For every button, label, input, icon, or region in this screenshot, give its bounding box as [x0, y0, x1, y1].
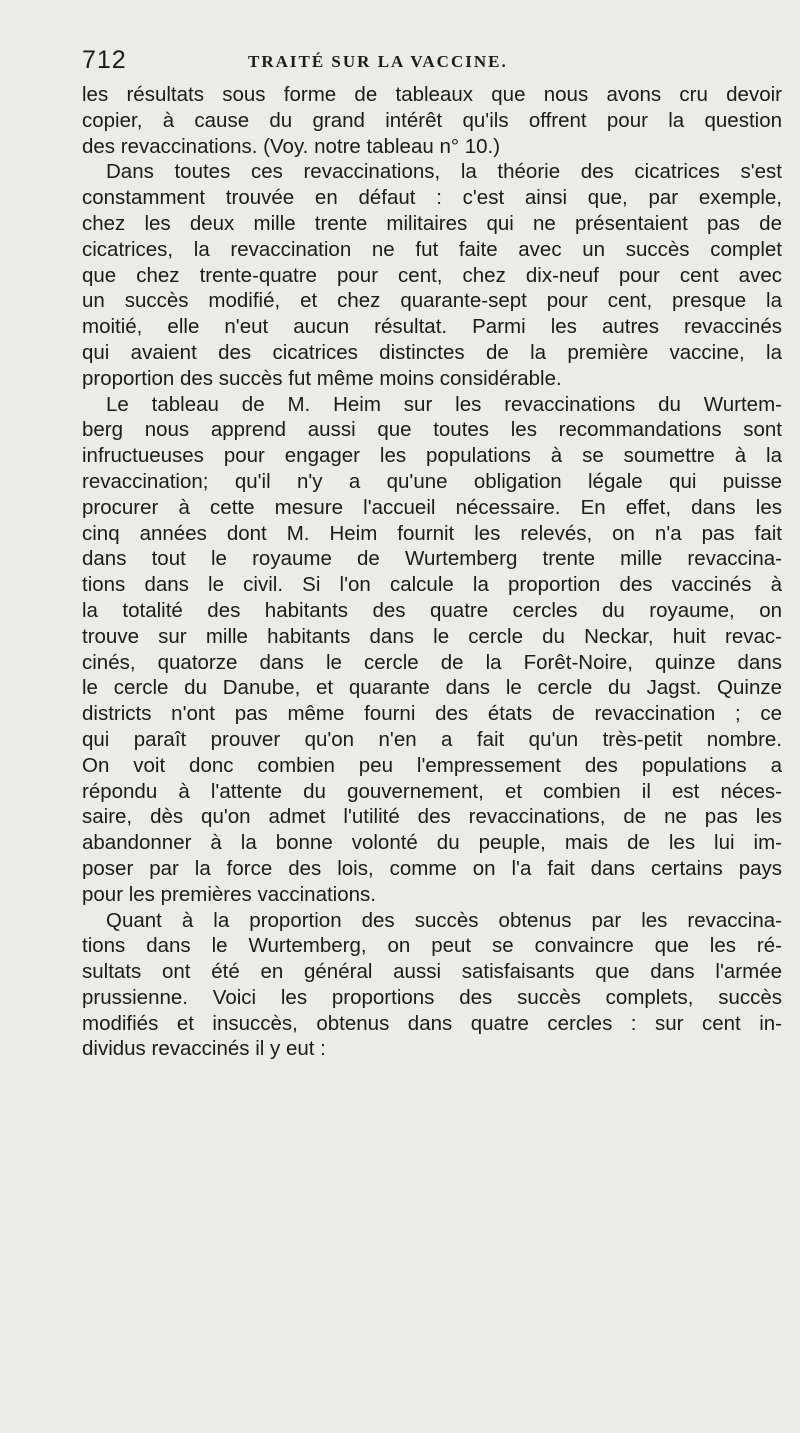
text-line: pour les premières vaccinations. [82, 882, 376, 906]
text-line: chez les deux mille trente militaires qui ne présentaient pas de [82, 211, 782, 235]
text-line: des revaccinations. (Voy. notre tableau n° 10.) [82, 134, 501, 158]
text-line: les résultats sous forme de tableaux que nous avons cru devoir [82, 83, 782, 106]
text-line: abandonner à la bonne volonté du peuple, mais de les lui im- [82, 831, 782, 855]
text-line: constamment trouvée en défaut : c'est ainsi que, par exemple, [82, 186, 782, 210]
text-line: cinés, quatorze dans le cercle de la Forêt-Noire, quinze dans [82, 650, 782, 674]
text-line: moitié, elle n'eut aucun résultat. Parmi les autres revaccinés [82, 315, 782, 339]
text-line: Le tableau de M. Heim sur les revaccinations du Wurtem- [106, 392, 782, 416]
text-line: cicatrices, la revaccination ne fut faite avec un succès complet [82, 237, 782, 261]
page-header [82, 46, 762, 76]
text-line: cinq années dont M. Heim fournit les relevés, on n'a pas fait [82, 521, 782, 545]
text-line: modifiés et insuccès, obtenus dans quatre cercles : sur cent in- [82, 1011, 782, 1035]
text-line: qui avaient des cicatrices distinctes de la première vaccine, la [82, 340, 782, 364]
text-line: sultats ont été en général aussi satisfaisants que dans l'armée [82, 960, 782, 984]
text-line: tions dans le Wurtemberg, on peut se convaincre que les ré- [82, 934, 782, 958]
text-line: tions dans le civil. Si l'on calcule la proportion des vaccinés à [82, 573, 782, 597]
text-line: qui paraît prouver qu'on n'en a fait qu'un très-petit nombre. [82, 727, 782, 751]
text-line: districts n'ont pas même fourni des états de revaccination ; ce [82, 702, 782, 726]
text-line: que chez trente-quatre pour cent, chez dix-neuf pour cent avec [82, 263, 782, 287]
text-line: Dans toutes ces revaccinations, la théorie des cicatrices s'est [106, 160, 782, 184]
text-line: dividus revaccinés il y eut : [82, 1037, 326, 1061]
text-line: proportion des succès fut même moins considérable. [82, 366, 562, 390]
text-line: infructueuses pour engager les populations à se soumettre à la [82, 444, 782, 468]
text-line: saire, dès qu'on admet l'utilité des revaccinations, de ne pas les [82, 805, 782, 829]
text-line: On voit donc combien peu l'empressement des populations a [82, 753, 782, 777]
body-text [82, 82, 782, 1062]
text-line: la totalité des habitants des quatre cercles du royaume, on [82, 598, 782, 622]
text-line: dans tout le royaume de Wurtemberg trente mille revaccina- [82, 547, 782, 571]
text-line: trouve sur mille habitants dans le cercle du Neckar, huit revac- [82, 624, 782, 648]
text-line: berg nous apprend aussi que toutes les recommandations sont [82, 418, 782, 442]
text-line: revaccination; qu'il n'y a qu'une obligation légale qui puisse [82, 469, 782, 493]
text-line: poser par la force des lois, comme on l'a fait dans certains pays [82, 856, 782, 880]
page-number: 712 [82, 46, 127, 74]
text-line: prussienne. Voici les proportions des succès complets, succès [82, 985, 782, 1009]
text-line: un succès modifié, et chez quarante-sept pour cent, presque la [82, 289, 782, 313]
text-line: répondu à l'attente du gouvernement, et combien il est néces- [82, 779, 782, 803]
text-line: le cercle du Danube, et quarante dans le cercle du Jagst. Quinze [82, 676, 782, 700]
text-line: Quant à la proportion des succès obtenus par les revaccina- [106, 908, 782, 932]
running-head: TRAITÉ SUR LA VACCINE. [248, 52, 508, 71]
text-line: procurer à cette mesure l'accueil nécessaire. En effet, dans les [82, 495, 782, 519]
text-line: copier, à cause du grand intérêt qu'ils offrent pour la question [82, 108, 782, 132]
